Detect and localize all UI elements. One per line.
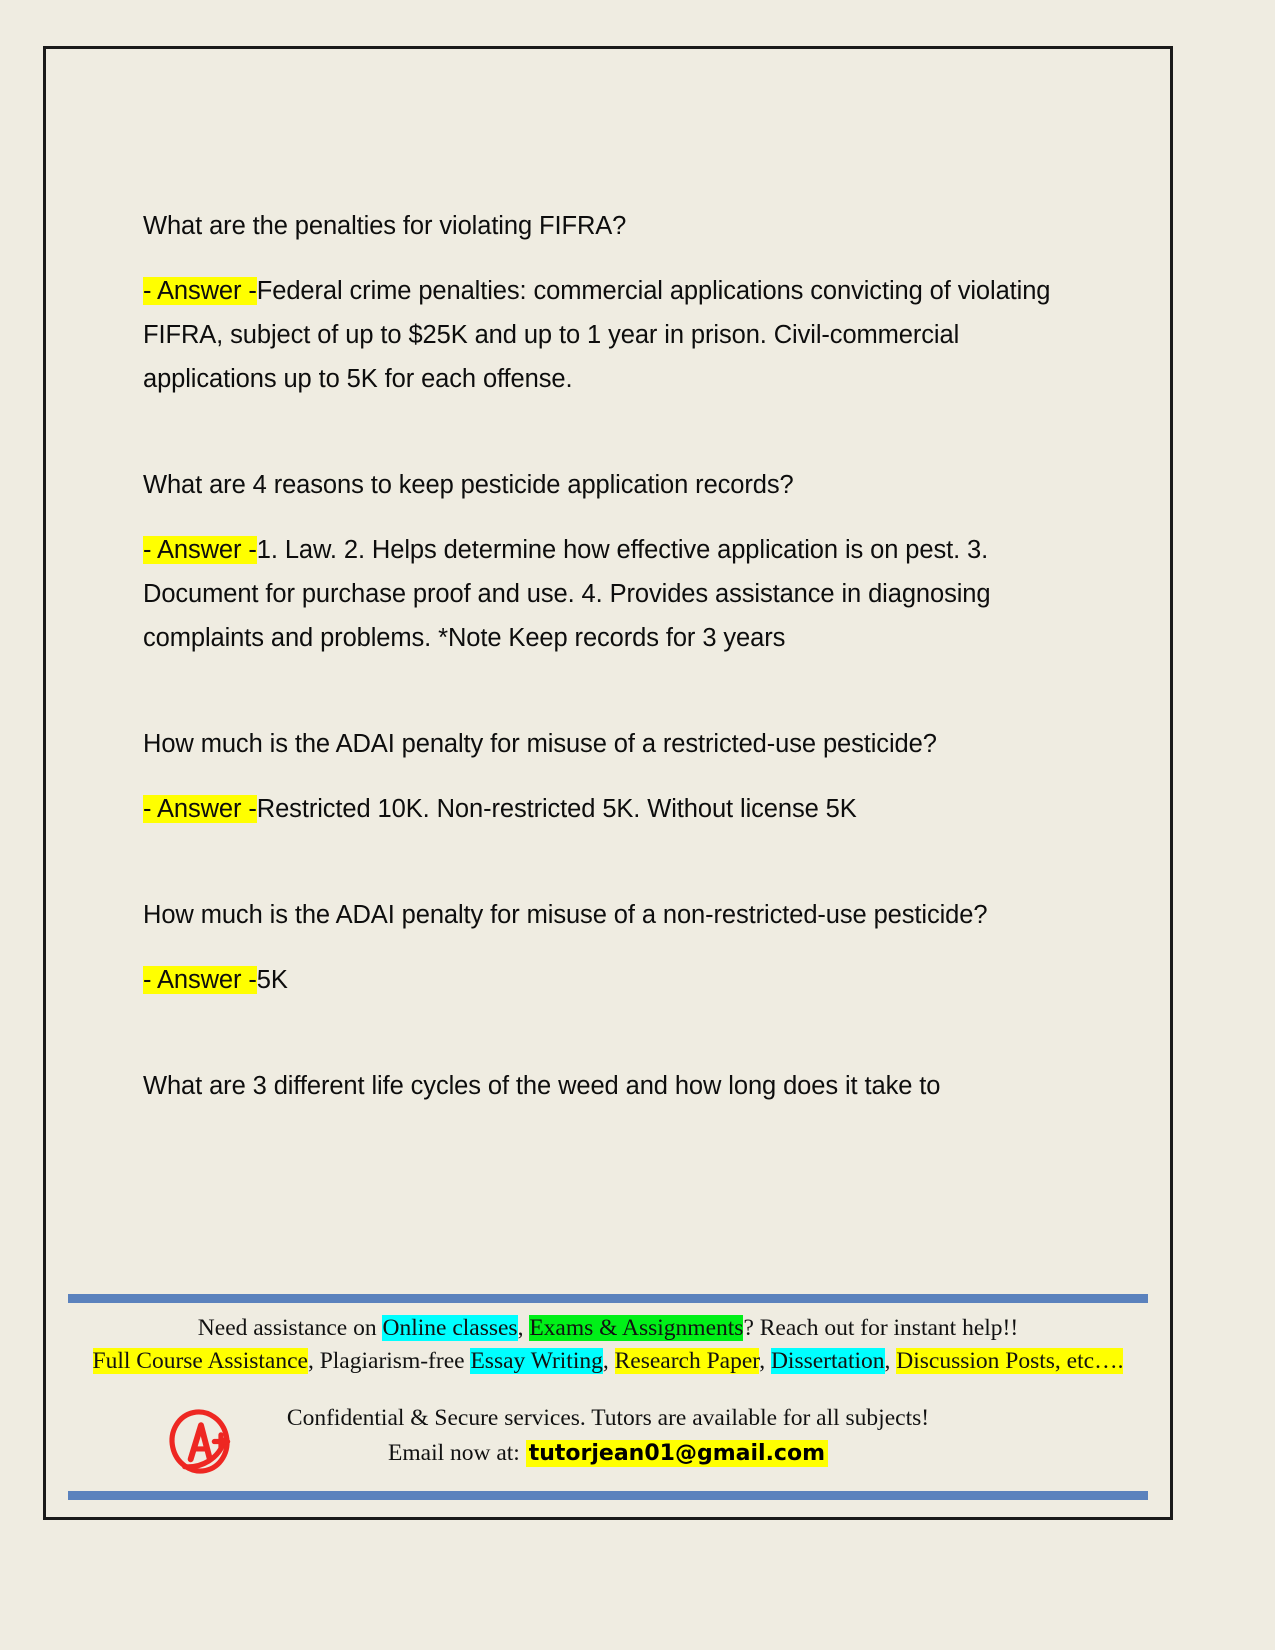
qa-item-trailing <box>143 1064 1083 1108</box>
question-text: What are the penalties for violating FIFRA? <box>143 212 627 240</box>
footer-line-offerings <box>46 1345 1170 1378</box>
qa-item <box>143 893 1083 1002</box>
page-footer <box>46 1294 1170 1517</box>
footer-highlight-dissertation: Dissertation <box>770 1348 885 1374</box>
answer-body: Restricted 10K. Non-restricted 5K. Without license 5K <box>256 795 857 823</box>
answer-tag: - Answer - <box>143 277 257 305</box>
footer-text-reach-out: ? Reach out for instant help!! <box>743 1315 1019 1341</box>
answer-body: 5K <box>256 966 288 994</box>
document-page <box>43 46 1173 1520</box>
question-text: How much is the ADAI penalty for misuse of a restricted-use pesticide? <box>143 730 937 758</box>
answer-body: Federal crime penalties: commercial applications convicting of violating FIFRA, subject of up to $25K and up to 1 year in prison. Civil-commercial applications up to 5K for each offense. <box>143 277 1051 393</box>
footer-sep-2: , <box>602 1348 615 1374</box>
footer-rule-bottom <box>68 1491 1148 1500</box>
answer-text <box>143 528 1083 660</box>
answer-text <box>143 958 1083 1002</box>
answer-body: 1. Law. 2. Helps determine how effective application is on pest. 3. Document for purchase proof and use. 4. Provides assistance in diagnosing complaints and problems. *Note Keep records for 3 years <box>143 536 991 652</box>
footer-text-need: Need assistance on <box>197 1315 383 1341</box>
footer-highlight-full-course-assistance: Full Course Assistance <box>92 1348 308 1374</box>
footer-line-confidential: Confidential & Secure services. Tutors are available for all subjects! <box>286 1405 930 1431</box>
qa-item <box>143 204 1083 401</box>
footer-highlight-exams-assignments: Exams & Assignments <box>529 1315 744 1341</box>
footer-text-plagiarism-free: , Plagiarism-free <box>307 1348 471 1374</box>
answer-tag: - Answer - <box>143 966 257 994</box>
footer-sep-4: , <box>884 1348 897 1374</box>
footer-sep-1: , <box>517 1315 530 1341</box>
footer-email-label: Email now at: <box>388 1440 520 1466</box>
question-text: What are 4 reasons to keep pesticide application records? <box>143 471 794 499</box>
answer-text <box>143 787 1083 831</box>
footer-content <box>46 1312 1170 1471</box>
a-plus-grade-icon <box>164 1406 238 1480</box>
question-text: What are 3 different life cycles of the weed and how long does it take to <box>143 1072 941 1100</box>
footer-sep-3: , <box>759 1348 771 1374</box>
answer-text <box>143 269 1083 401</box>
qa-content <box>143 204 1083 1108</box>
footer-highlight-online-classes: Online classes <box>382 1315 518 1341</box>
footer-highlight-essay-writing: Essay Writing <box>470 1348 603 1374</box>
footer-email-address[interactable]: tutorjean01@gmail.com <box>526 1440 828 1467</box>
qa-item <box>143 463 1083 660</box>
footer-rule-top <box>68 1294 1148 1303</box>
footer-contact-block <box>46 1401 1170 1471</box>
footer-highlight-discussion-posts: Discussion Posts, etc…. <box>896 1348 1124 1374</box>
answer-tag: - Answer - <box>143 795 257 823</box>
footer-highlight-research-paper: Research Paper <box>614 1348 760 1374</box>
footer-line-services <box>46 1312 1170 1345</box>
qa-item <box>143 722 1083 831</box>
answer-tag: - Answer - <box>143 536 257 564</box>
question-text: How much is the ADAI penalty for misuse of a non-restricted-use pesticide? <box>143 901 988 929</box>
